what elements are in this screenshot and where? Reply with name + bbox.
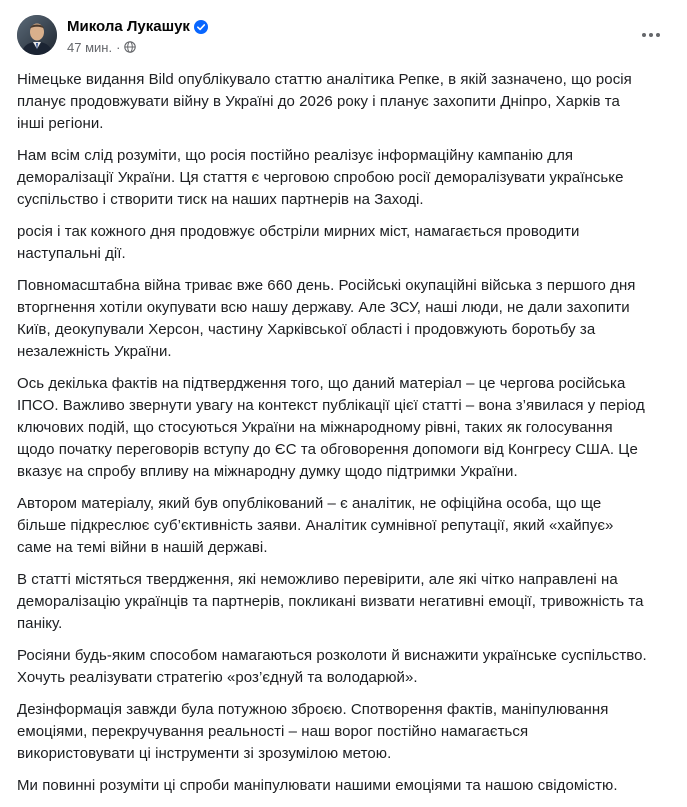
author-row bbox=[67, 17, 208, 36]
author-block bbox=[67, 17, 208, 55]
post-paragraph: Німецьке видання Bild опублікувало статтю аналітика Репке, в якій зазначено, що росія планує продовжувати війну в Україні до 2026 року і планує захопити Дніпро, Харків та інші регіони. bbox=[17, 71, 632, 132]
verified-badge-icon bbox=[194, 20, 208, 34]
more-horizontal-icon bbox=[641, 32, 661, 38]
post-paragraph: Дезінформація завжди була потужною зброєю. Спотворення фактів, маніпулювання емоціями, перекручування реальності – наш ворог постійно намагається використовувати ці інструменти зі зрозумілою метою. bbox=[17, 701, 609, 762]
post-options-button[interactable] bbox=[639, 23, 663, 47]
post-paragraph: Ми повинні розуміти ці спроби маніпулювати нашими емоціями та нашою свідомістю. bbox=[17, 777, 618, 794]
author-avatar[interactable] bbox=[17, 15, 57, 55]
post-paragraph: Повномасштабна війна триває вже 660 день. Російські окупаційні війська з першого дня вторгнення хотіли окупувати всю нашу державу. Але ЗСУ, наші люди, не дали захопити Київ, деокупували Херсон, частину Харківської області і продовжують боротьбу за незалежність України. bbox=[17, 277, 636, 360]
globe-icon[interactable] bbox=[124, 41, 136, 53]
post-paragraph: Росіяни будь-яким способом намагаються розколоти й виснажити українське суспільство. Хочуть реалізувати стратегію «роз’єднуй та володарюй». bbox=[17, 647, 647, 686]
post-paragraph: Автором матеріалу, який був опублікований – є аналітик, не офіційна особа, що ще більше підкреслює суб’єктивність заяви. Аналітик сумнівної репутації, який «хайпує» саме на темі війни в нашій державі. bbox=[17, 495, 614, 556]
post-paragraph: Нам всім слід розуміти, що росія постійно реалізує інформаційну кампанію для деморалізації України. Ця стаття є черговою спробою росії деморалізувати українське суспільство і створити тиск на наших партнерів на Заході. bbox=[17, 147, 624, 208]
meta-separator: · bbox=[116, 39, 121, 55]
post-paragraph: росія і так кожного дня продовжує обстріли мирних міст, намагається проводити наступальні дії. bbox=[17, 223, 580, 262]
post-meta bbox=[67, 39, 208, 55]
post-paragraph: Ось декілька фактів на підтвердження того, що даний матеріал – це чергова російська ІПСО. Важливо звернути увагу на контекст публікації цієї статті – вона з’явилася у період ключових подій, що стосуються України на міжнародному рівні, таких як голосування щодо початку переговорів вступу до ЄС та обговорення допомоги від Конгресу США. Це вказує на спробу впливу на міжнародну думку щодо підтримки України. bbox=[17, 375, 645, 480]
post-header bbox=[17, 15, 671, 57]
user-portrait-icon bbox=[17, 15, 57, 55]
post-paragraph: В статті містяться твердження, які неможливо перевірити, але які чітко направлені на деморалізацію українців та партнерів, покликані визвати негативні емоції, тривожність та паніку. bbox=[17, 571, 644, 632]
author-name[interactable]: Микола Лукашук bbox=[67, 18, 190, 35]
post-body bbox=[17, 69, 647, 807]
post-timestamp[interactable]: 47 мин. bbox=[67, 39, 113, 55]
